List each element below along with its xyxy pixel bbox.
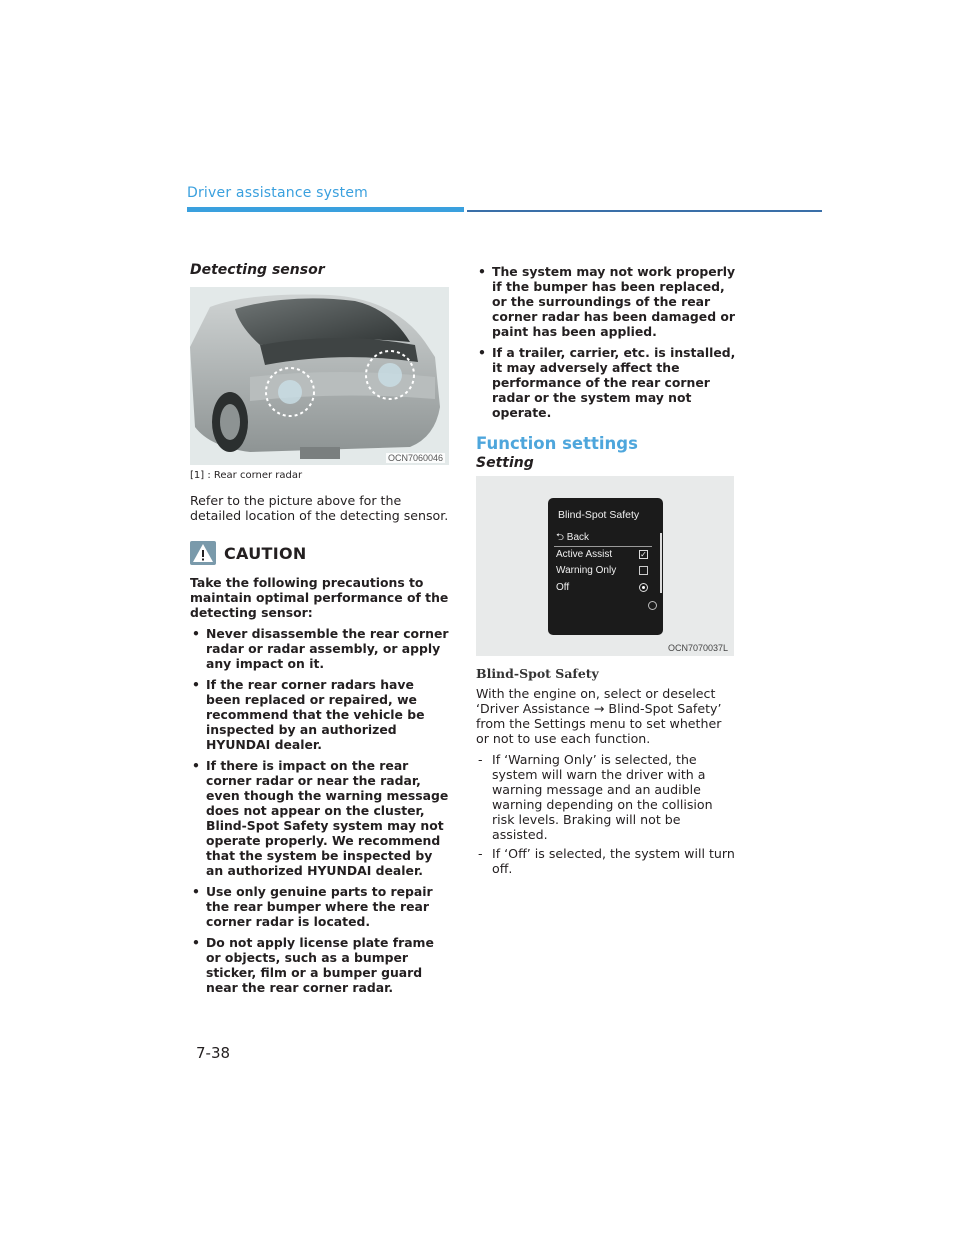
page-number: 7-38	[196, 1044, 231, 1062]
checkbox-icon	[639, 566, 648, 575]
screen-title: Blind-Spot Safety	[558, 509, 640, 521]
option-list	[476, 752, 738, 876]
car-rear-illustration	[190, 287, 449, 465]
list-item: • Never disassemble the rear corner radar or radar assembly, or apply any impact on it.	[192, 626, 449, 671]
back-menu-item[interactable]: ⮌ Back	[556, 532, 590, 543]
list-item: • Use only genuine parts to repair the rear bumper where the rear corner radar is located.	[192, 884, 433, 929]
menu-item-active-assist[interactable]: Active Assist ✓	[554, 546, 652, 562]
detecting-sensor-description: Refer to the picture above for the detailed location of the detecting sensor.	[190, 493, 449, 523]
left-column	[190, 262, 452, 1001]
warning-triangle-icon	[190, 541, 216, 565]
right-column	[476, 262, 738, 880]
back-arrow-icon: ⮌	[556, 532, 565, 543]
detecting-sensor-heading: Detecting sensor	[190, 262, 325, 278]
rear-radar-photo	[190, 287, 449, 465]
cluster-screen-figure	[476, 476, 734, 656]
caution-header	[190, 541, 452, 565]
header-rule	[467, 210, 822, 212]
list-item: - If ‘Warning Only’ is selected, the system will warn the driver with a warning message and an audible warning depending on the collision risk levels. Braking will not be assisted.	[478, 752, 713, 842]
list-item: • If a trailer, carrier, etc. is installed, it may adversely affect the performance of the rear corner radar or the system may not operate.	[478, 345, 736, 420]
menu-item-off[interactable]: Off	[554, 580, 652, 596]
section-header-title: Driver assistance system	[187, 185, 368, 201]
caution-title: CAUTION	[224, 543, 307, 563]
caution-intro: Take the following precautions to maintain optimal performance of the detecting sensor:	[190, 575, 449, 620]
header-rule-accent	[187, 207, 464, 212]
screen-figure-code: OCN7070037L	[667, 643, 728, 653]
cluster-screen	[548, 498, 663, 635]
radio-empty-icon	[648, 601, 657, 610]
blind-spot-safety-title: Blind-Spot Safety	[476, 666, 599, 681]
function-settings-title: Function settings	[476, 434, 638, 453]
setting-heading: Setting	[476, 455, 534, 471]
scrollbar	[660, 533, 662, 593]
checkmark-icon: ✓	[640, 550, 647, 559]
caution-list	[190, 626, 452, 995]
list-item: • If there is impact on the rear corner radar or near the radar, even though the warning message does not appear on the cluster, Blind-Spot Safety system may not operate properly. We recommend that the system be inspected by an authorized HYUNDAI dealer.	[192, 758, 449, 878]
list-item: • The system may not work properly if the bumper has been replaced, or the surroundings of the rear corner radar has been damaged or paint has been applied.	[478, 264, 736, 339]
list-item: • Do not apply license plate frame or objects, such as a bumper sticker, film or a bumper guard near the rear corner radar.	[192, 935, 434, 995]
radio-selected-icon	[639, 583, 648, 592]
blind-spot-description: With the engine on, select or deselect ‘Driver Assistance → Blind-Spot Safety’ from the Settings menu to set whether or not to use each function.	[476, 686, 722, 746]
photo-code: OCN7060046	[387, 453, 443, 463]
list-item: • If the rear corner radars have been replaced or repaired, we recommend that the vehicle be inspected by an authorized HYUNDAI dealer.	[192, 677, 425, 752]
menu-item-warning-only[interactable]: Warning Only	[554, 563, 652, 579]
caution-list-continued	[476, 264, 738, 420]
list-item: - If ‘Off’ is selected, the system will turn off.	[478, 846, 735, 876]
photo-caption: [1] : Rear corner radar	[190, 470, 303, 481]
